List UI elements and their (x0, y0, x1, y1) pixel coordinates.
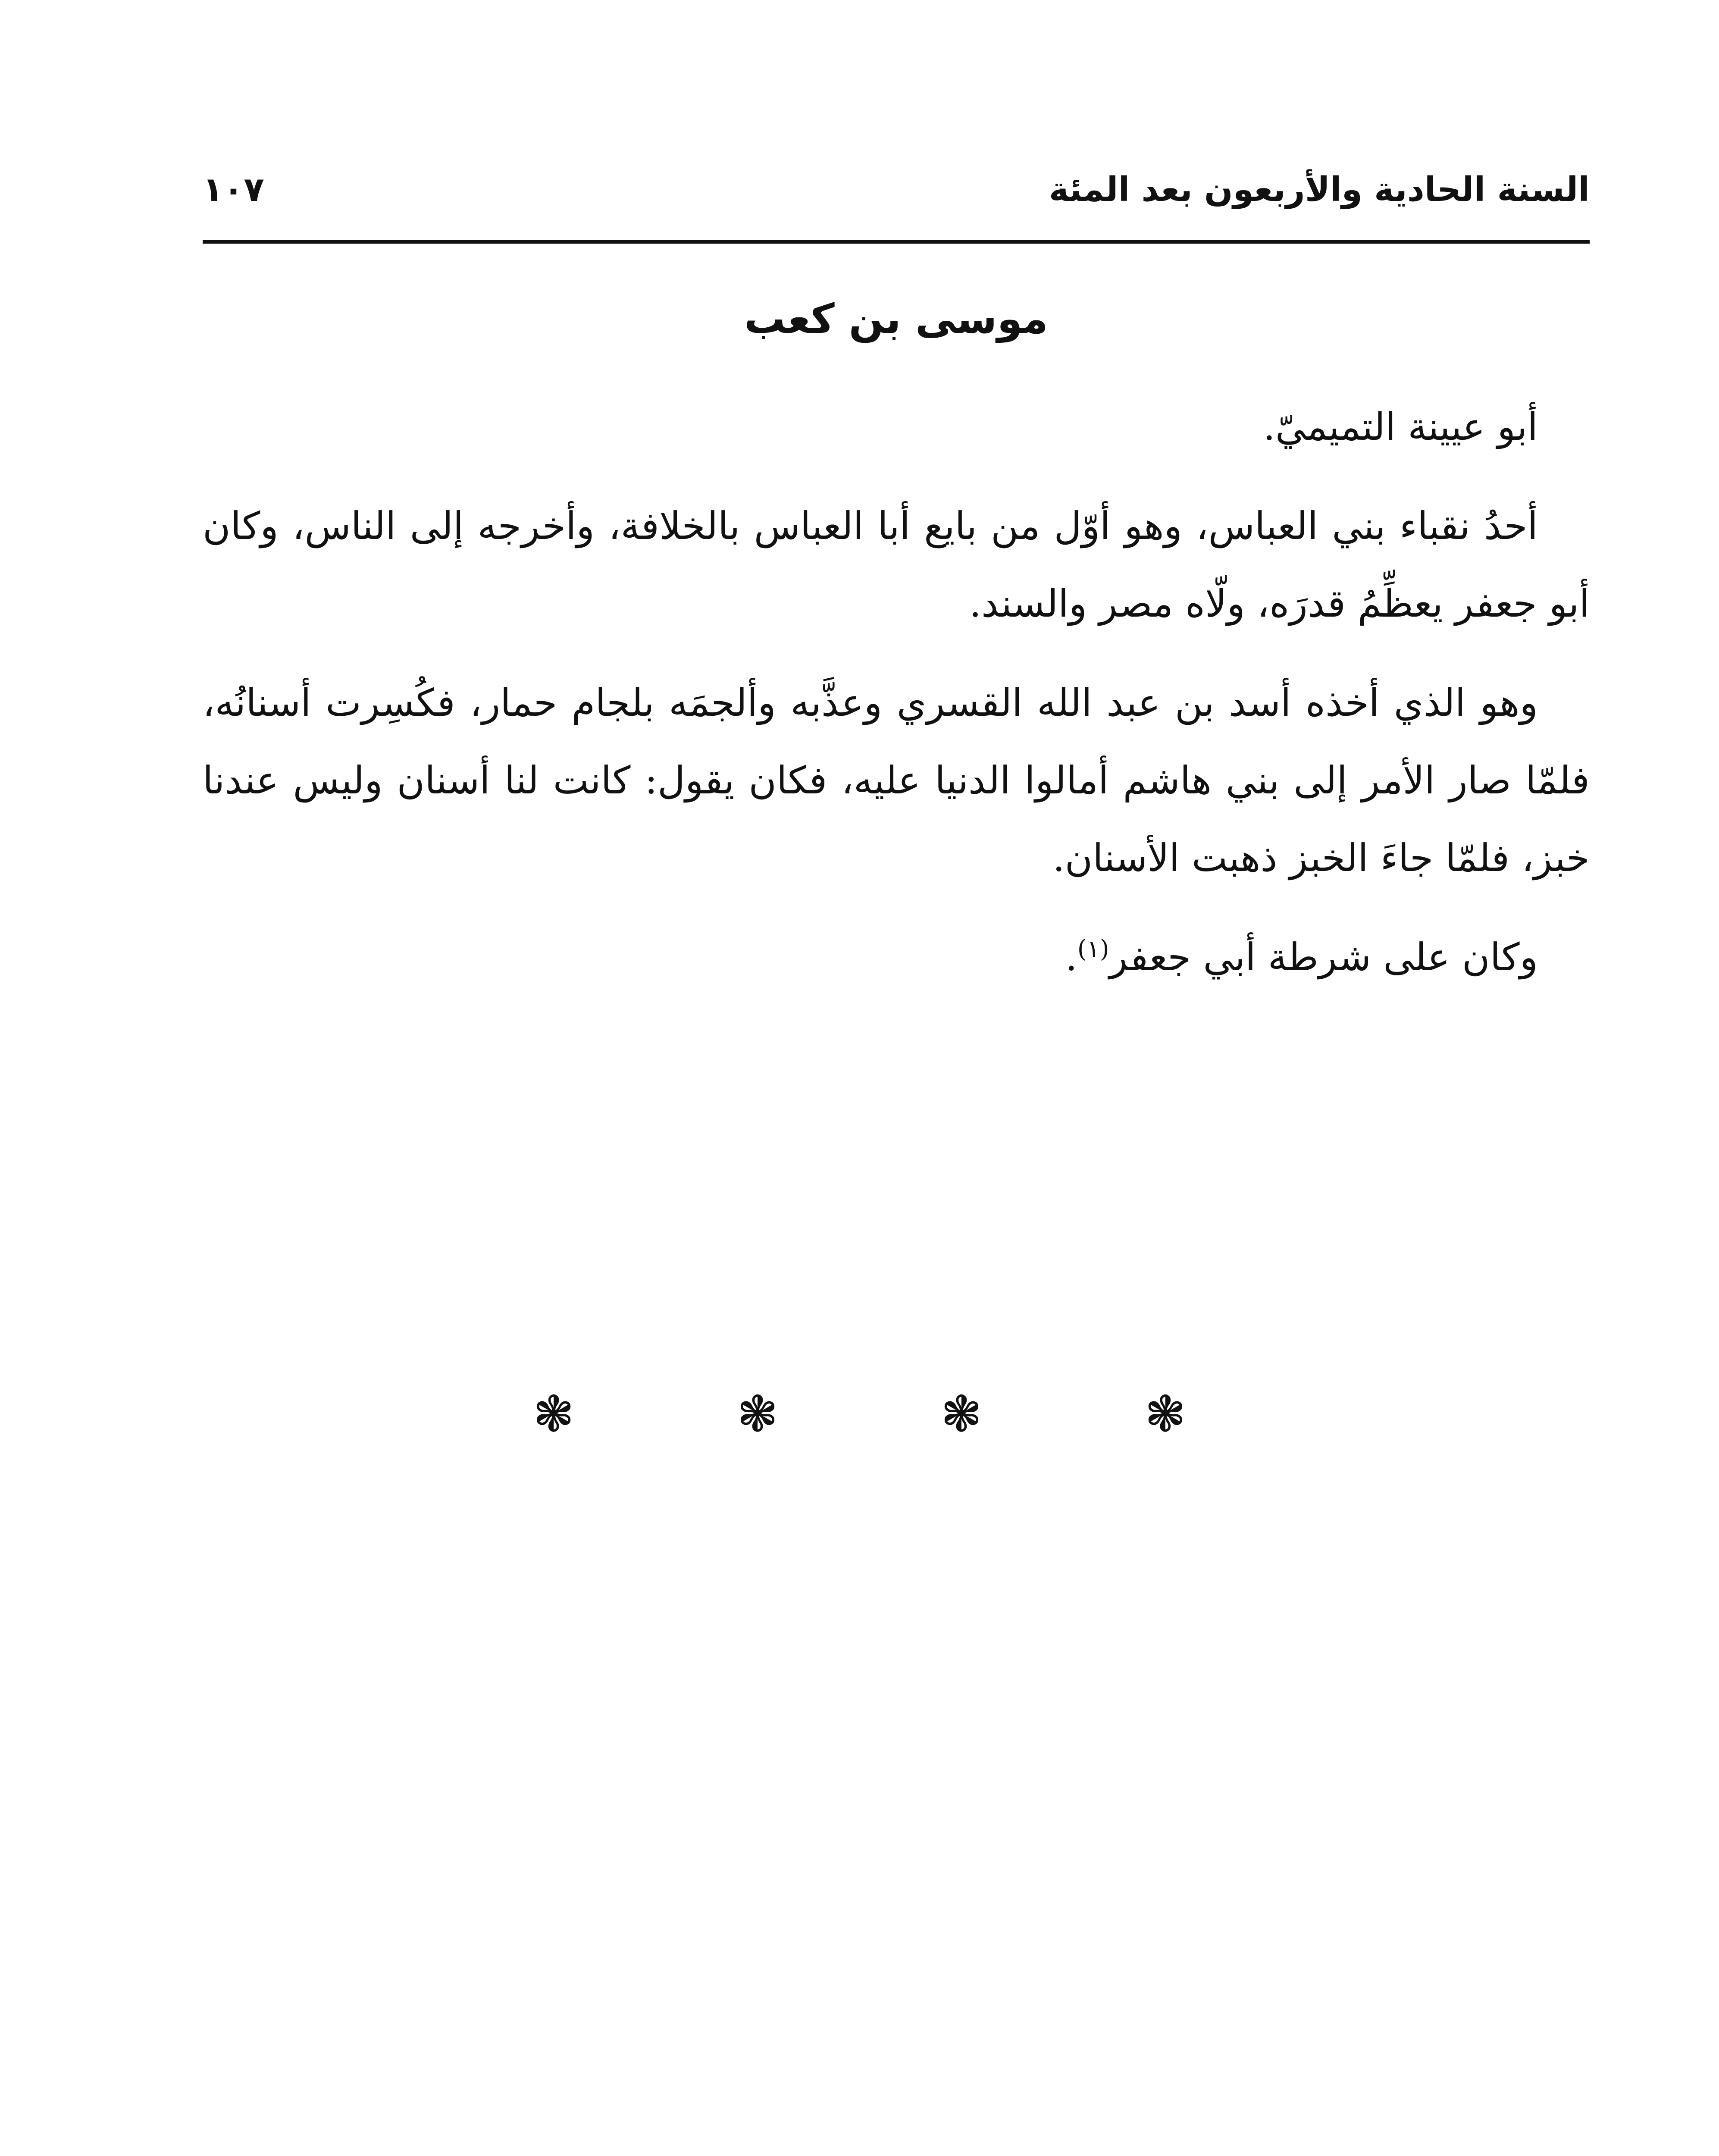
paragraph-1: أبو عيينة التميميّ. (1263, 404, 1538, 449)
body-text (203, 388, 1590, 1018)
paragraph-3: وهو الذي أخذه أسد بن عبد الله القسري وعذَّبه وألجمَه بلجام حمار، فكُسِرت أسنانُه، فلمّا صار الأمر إلى بني هاشم أمالوا الدنيا عليه، فكان يقول: كانت لنا أسنان وليس عندنا خبز، فلمّا جاءَ الخبز ذهبت الأسنان. (203, 680, 1590, 880)
running-title: السنة الحادية والأربعون بعد المئة (1049, 170, 1590, 209)
paragraph-4-end: . (1065, 935, 1077, 979)
paragraph-2: أحدُ نقباء بني العباس، وهو أوّل من بايع أبا العباس بالخلافة، وأخرجه إلى الناس، وكان أبو جعفر يعظِّمُ قدرَه، ولّاه مصر والسند. (203, 504, 1590, 626)
paragraph-4 (203, 918, 1590, 996)
section-divider-ornaments: ❃ ❃ ❃ ❃ (532, 1385, 1260, 1443)
section-title: موسى بن كعب (744, 295, 1048, 343)
footnote-marker[interactable]: (١) (1077, 935, 1109, 963)
paragraph-4-text: وكان على شرطة أبي جعفر (1109, 935, 1538, 979)
page-number: ١٠٧ (203, 170, 264, 209)
page-header (203, 162, 1590, 226)
header-rule (203, 240, 1590, 244)
